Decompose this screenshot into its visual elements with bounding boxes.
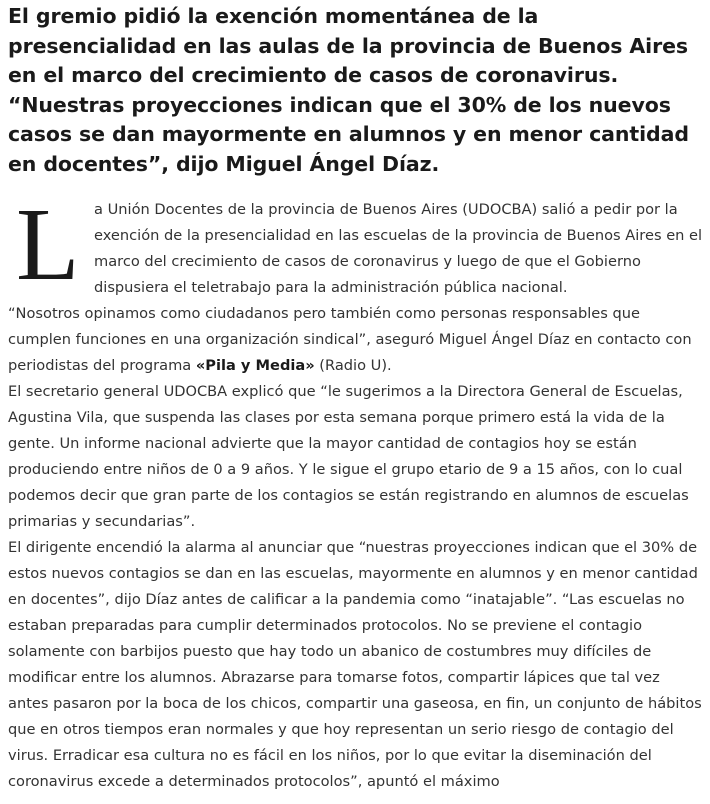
article-lead: El gremio pidió la exención momentánea de la presencialidad en las aulas de la provincia de Buenos Aires en el marco del crecimiento de casos de coronavirus. “Nuestras proyecciones indican que el 30% de los nuevos casos se dan mayormente en alumnos y en menor cantidad en docentes”, dijo Miguel Ángel Díaz. — [8, 4, 689, 176]
drop-cap: L — [16, 187, 80, 302]
paragraph-2-text: “Nosotros opinamos como ciudadanos pero también como personas responsables que cumplen funciones en una organización sindical”, aseguró Miguel Ángel Díaz en contacto con periodistas del programa — [8, 305, 692, 374]
paragraph-3: El secretario general UDOCBA explicó que “le sugerimos a la Directora General de Escuelas, Agustina Vila, que suspenda las clases por esta semana porque primero está la vida de la gente. Un informe nacional advierte que la mayor cantidad de contagios hoy se están produciendo entre niños de 0 a 9 años. Y le sigue el grupo etario de 9 a 15 años, con lo cual podemos decir que gran parte de los contagios se están registrando en alumnos de escuelas primarias y secundarias”. — [8, 383, 689, 530]
paragraph-1: a Unión Docentes de la provincia de Buenos Aires (UDOCBA) salió a pedir por la exención de la presencialidad en las escuelas de la provincia de Buenos Aires en el marco del crecimiento de casos de coronavirus y luego de que el Gobierno dispusiera el teletrabajo para la administración pública nacional. — [94, 201, 703, 296]
article — [8, 0, 704, 795]
program-name: «Pila y Media» — [195, 357, 315, 374]
first-paragraph — [8, 187, 704, 302]
paragraph-2 — [8, 301, 704, 379]
paragraph-2-end: (Radio U). — [314, 357, 392, 374]
paragraph-4: El dirigente encendió la alarma al anunciar que “nuestras proyecciones indican que el 30% de estos nuevos contagios se dan en las escuelas, mayormente en alumnos y en menor cantidad en docentes”, dijo Díaz antes de calificar a la pandemia como “inatajable”. “Las escuelas no estaban preparadas para cumplir determinados protocolos. No se previene el contagio solamente con barbijos puesto que hay todo un abanico de costumbres muy difíciles de modificar entre los alumnos. Abrazarse para tomarse fotos, compartir lápices que tal vez antes pasaron por la boca de los chicos, compartir una gaseosa, en fin, un conjunto de hábitos que en otros tiempos eran normales y que hoy representan un serio riesgo de contagio del virus. Erradicar esa cultura no es fácil en los niños, por lo que evitar la diseminación del coronavirus excede a determinados protocolos”, apuntó el máximo — [8, 539, 702, 790]
